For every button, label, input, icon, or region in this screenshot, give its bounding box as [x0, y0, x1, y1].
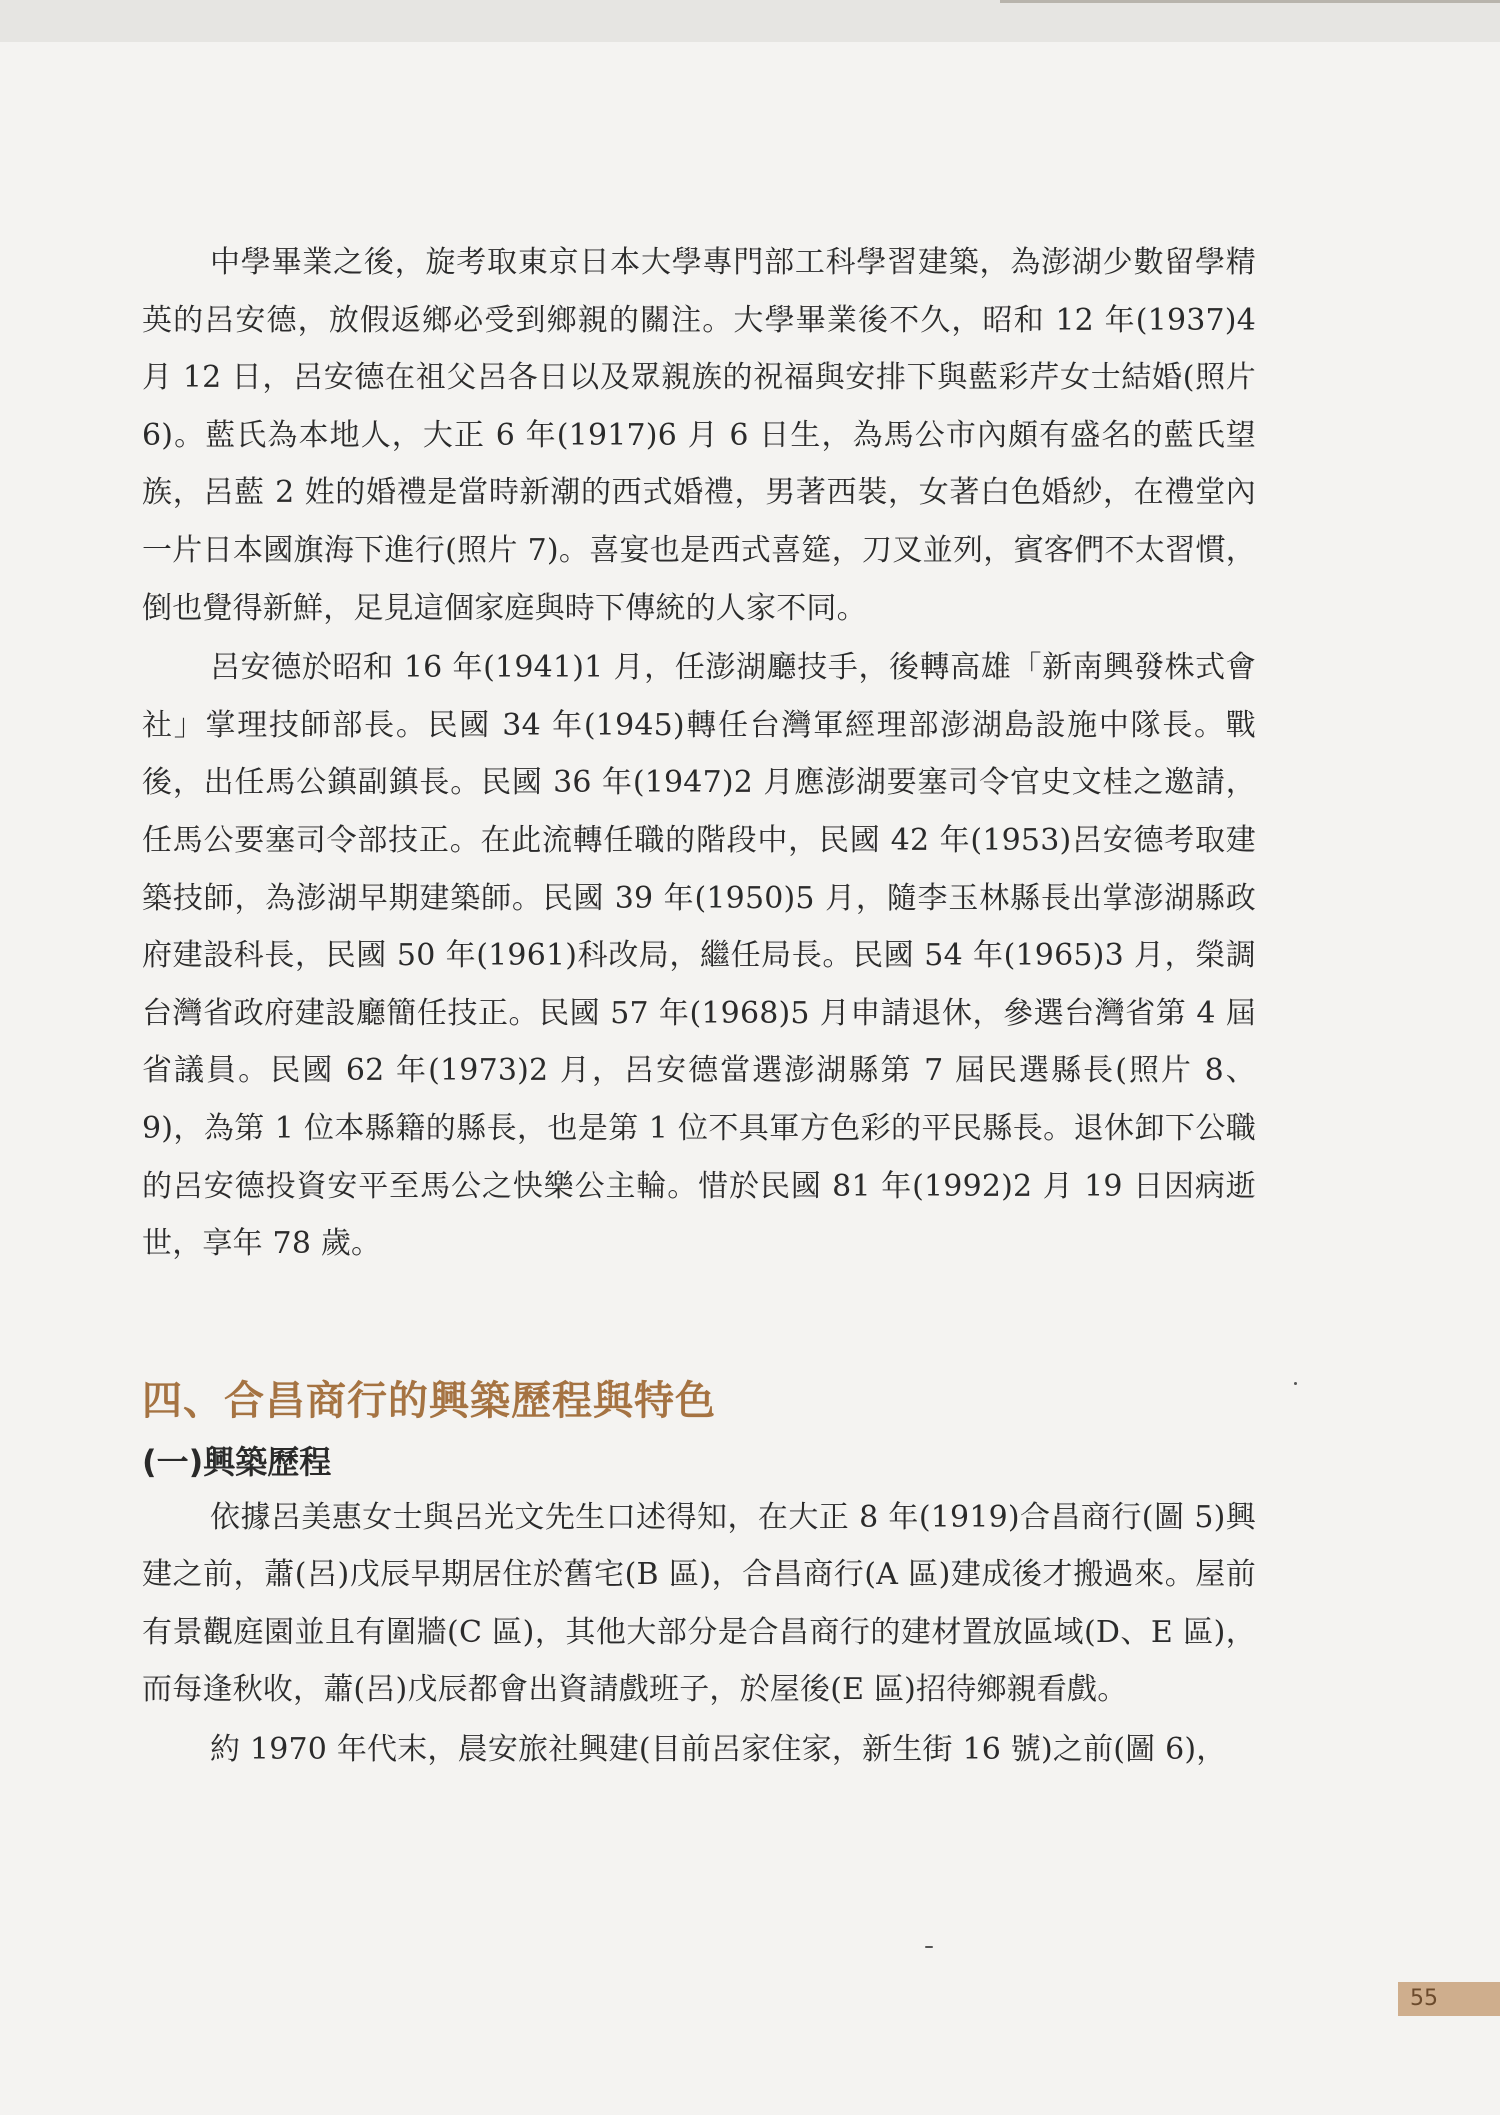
subsection-title: (一)興築歷程	[142, 1442, 332, 1481]
page-body	[142, 234, 1256, 1779]
paragraph-marriage: 中學畢業之後，旋考取東京日本大學專門部工科學習建築，為澎湖少數留學精英的呂安德，放假返鄉必受到鄉親的關注。大學畢業後不久，昭和 12 年(1937)4 月 12 日，呂安德在祖父呂各日以及眾親族的祝福與安排下與藍彩芹女士結婚(照片 6)。藍氏為本地人，大正 6 年(1917)6 月 6 日生，為馬公市內頗有盛名的藍氏望族，呂藍 2 姓的婚禮是當時新潮的西式婚禮，男著西裝，女著白色婚紗，在禮堂內一片日本國旗海下進行(照片 7)。喜宴也是西式喜筵，刀叉並列，賓客們不太習慣，倒也覺得新鮮，足見這個家庭與時下傳統的人家不同。	[142, 245, 1256, 626]
scan-speck	[1294, 1382, 1297, 1385]
section-title: 四、合昌商行的興築歷程與特色	[142, 1377, 716, 1424]
page-number: 55	[1398, 1982, 1500, 2016]
top-margin-band	[0, 0, 1500, 42]
paragraph-career: 呂安德於昭和 16 年(1941)1 月，任澎湖廳技手，後轉高雄「新南興發株式會社」掌理技師部長。民國 34 年(1945)轉任台灣軍經理部澎湖島設施中隊長。戰後，出任馬公鎮副鎮長。民國 36 年(1947)2 月應澎湖要塞司令官史文桂之邀請，任馬公要塞司令部技正。在此流轉任職的階段中，民國 42 年(1953)呂安德考取建築技師，為澎湖早期建築師。民國 39 年(1950)5 月，隨李玉林縣長出掌澎湖縣政府建設科長，民國 50 年(1961)科改局，繼任局長。民國 54 年(1965)3 月，榮調台灣省政府建設廳簡任技正。民國 57 年(1968)5 月申請退休，參選台灣省第 4 屆省議員。民國 62 年(1973)2 月，呂安德當選澎湖縣第 7 屆民選縣長(照片 8、9)，為第 1 位本縣籍的縣長，也是第 1 位不具軍方色彩的平民縣長。退休卸下公職的呂安德投資安平至馬公之快樂公主輪。惜於民國 81 年(1992)2 月 19 日因病逝世，享年 78 歲。	[142, 650, 1256, 1262]
paragraph-1970s: 約 1970 年代末，晨安旅社興建(目前呂家住家，新生街 16 號)之前(圖 6)，	[210, 1732, 1227, 1768]
top-rule	[1000, 0, 1500, 3]
paragraph-construction-history: 依據呂美惠女士與呂光文先生口述得知，在大正 8 年(1919)合昌商行(圖 5)興建之前，蕭(呂)戊辰早期居住於舊宅(B 區)，合昌商行(A 區)建成後才搬過來。屋前有景觀庭園並且有圍牆(C 區)，其他大部分是合昌商行的建材置放區域(D、E 區)，而每逢秋收，蕭(呂)戊辰都會出資請戲班子，於屋後(E 區)招待鄉親看戲。	[142, 1499, 1256, 1708]
scan-speck	[925, 1946, 933, 1948]
section-spacer	[142, 1273, 1256, 1369]
